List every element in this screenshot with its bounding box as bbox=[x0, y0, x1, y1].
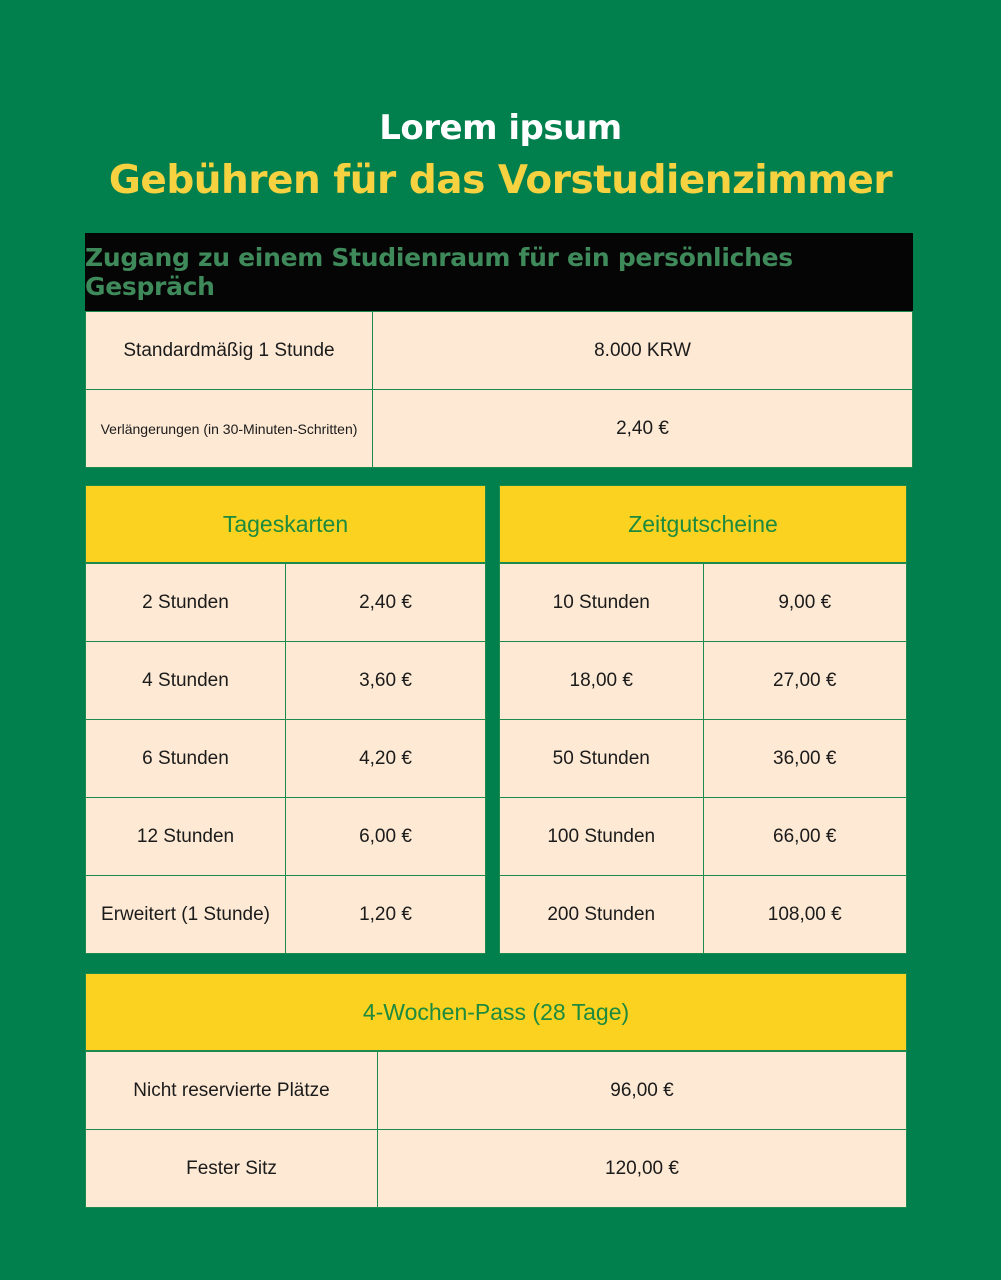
day-pass-label: 6 Stunden bbox=[86, 720, 286, 798]
four-week-pass-table bbox=[85, 973, 907, 1208]
voucher-price: 9,00 € bbox=[703, 564, 907, 642]
table-row bbox=[86, 720, 486, 798]
time-vouchers-table bbox=[499, 485, 907, 954]
voucher-label: 10 Stunden bbox=[500, 564, 704, 642]
voucher-label: 200 Stunden bbox=[500, 876, 704, 954]
day-pass-label: Erweitert (1 Stunde) bbox=[86, 876, 286, 954]
voucher-label: 100 Stunden bbox=[500, 798, 704, 876]
access-row-label: Standardmäßig 1 Stunde bbox=[86, 312, 373, 390]
access-table bbox=[85, 233, 913, 468]
voucher-price: 66,00 € bbox=[703, 798, 907, 876]
access-table-header: Zugang zu einem Studienraum für ein persönliches Gespräch bbox=[85, 233, 913, 311]
day-pass-label: 12 Stunden bbox=[86, 798, 286, 876]
table-row bbox=[86, 312, 913, 390]
four-week-pass-price: 96,00 € bbox=[378, 1052, 907, 1130]
day-pass-price: 6,00 € bbox=[286, 798, 486, 876]
day-passes-table bbox=[85, 485, 486, 954]
access-row-value: 8.000 KRW bbox=[373, 312, 913, 390]
table-row bbox=[500, 642, 907, 720]
four-week-pass-header: 4-Wochen-Pass (28 Tage) bbox=[85, 973, 907, 1051]
table-row bbox=[500, 720, 907, 798]
time-vouchers-header: Zeitgutscheine bbox=[499, 485, 907, 563]
voucher-label: 18,00 € bbox=[500, 642, 704, 720]
table-row bbox=[86, 876, 486, 954]
table-row bbox=[86, 1130, 907, 1208]
voucher-price: 27,00 € bbox=[703, 642, 907, 720]
table-row bbox=[86, 564, 486, 642]
table-row bbox=[86, 642, 486, 720]
page-title: Gebühren für das Vorstudienzimmer bbox=[108, 158, 893, 203]
day-pass-price: 4,20 € bbox=[286, 720, 486, 798]
table-row bbox=[500, 876, 907, 954]
four-week-pass-label: Nicht reservierte Plätze bbox=[86, 1052, 378, 1130]
day-passes-header: Tageskarten bbox=[85, 485, 486, 563]
access-row-value: 2,40 € bbox=[373, 390, 913, 468]
table-row bbox=[500, 798, 907, 876]
voucher-price: 36,00 € bbox=[703, 720, 907, 798]
page-subtitle: Lorem ipsum bbox=[379, 108, 622, 148]
day-pass-price: 3,60 € bbox=[286, 642, 486, 720]
table-row bbox=[86, 798, 486, 876]
voucher-price: 108,00 € bbox=[703, 876, 907, 954]
day-pass-label: 2 Stunden bbox=[86, 564, 286, 642]
voucher-label: 50 Stunden bbox=[500, 720, 704, 798]
day-pass-label: 4 Stunden bbox=[86, 642, 286, 720]
table-row bbox=[500, 564, 907, 642]
table-row bbox=[86, 1052, 907, 1130]
four-week-pass-price: 120,00 € bbox=[378, 1130, 907, 1208]
table-row bbox=[86, 390, 913, 468]
day-pass-price: 2,40 € bbox=[286, 564, 486, 642]
day-pass-price: 1,20 € bbox=[286, 876, 486, 954]
four-week-pass-label: Fester Sitz bbox=[86, 1130, 378, 1208]
access-row-label: Verlängerungen (in 30-Minuten-Schritten) bbox=[86, 390, 373, 468]
